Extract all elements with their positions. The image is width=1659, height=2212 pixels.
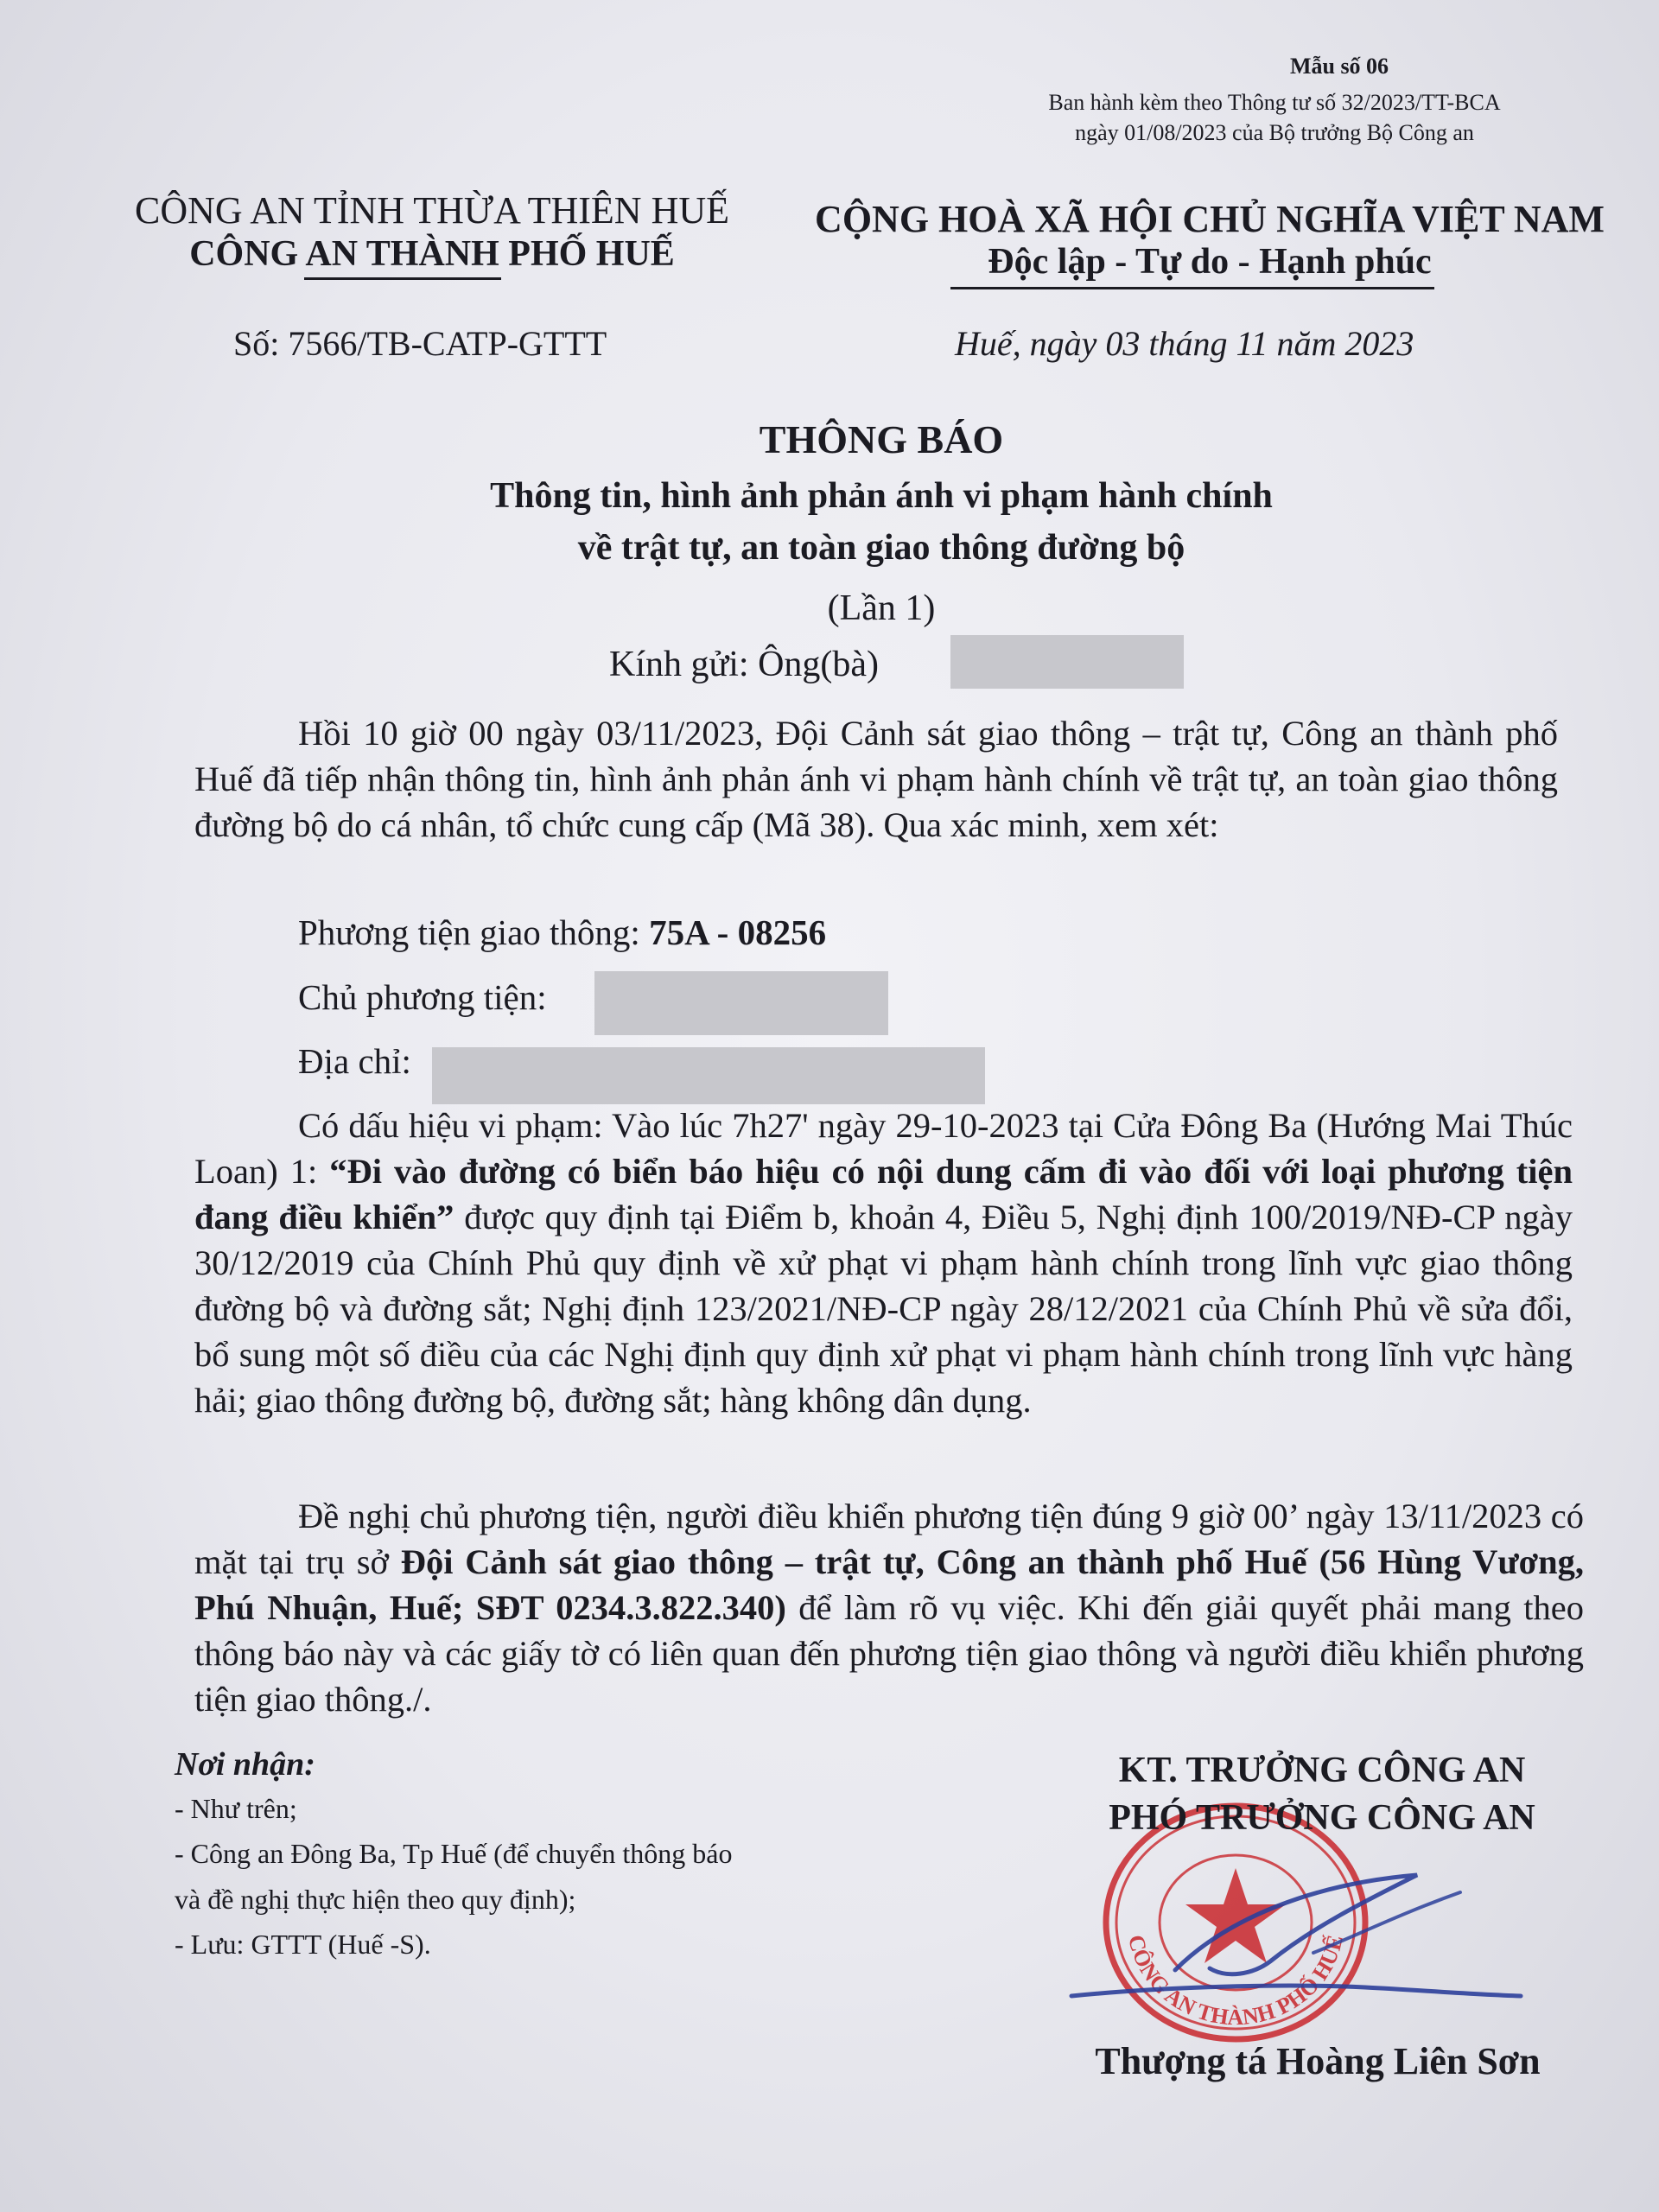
document-subtitle-1: Thông tin, hình ảnh phản ánh vi phạm hành chính [490,476,1273,516]
document-number: Số: 7566/TB-CATP-GTTT [233,324,607,363]
request-text-b: để làm rõ vụ việc. Khi đến giải quyết phải mang theo thông báo này và các giấy tờ có liên quan đến phương tiện giao thông và người điều khiển phương tiện giao thông./. [194,1588,1585,1719]
redacted-address [432,1047,985,1104]
agency-name: CÔNG AN THÀNH PHỐ HUẾ [189,234,675,274]
document-subtitle-2: về trật tự, an toàn giao thông đường bộ [577,528,1185,568]
address-label: Địa chỉ: [298,1041,411,1081]
document-title: THÔNG BÁO [759,417,1004,461]
paragraph-intro: Hồi 10 giờ 00 ngày 03/11/2023, Đội Cảnh sát giao thông – trật tự, Công an thành phố Huế đã tiếp nhận thông tin, hình ảnh phản ánh vi phạm hành chính về trật tự, an toàn giao thông đường bộ do cá nhân, tổ chức cung cấp (Mã 38). Qua xác minh, xem xét: [194,714,1558,844]
signature [1054,1866,1538,2022]
request-text-a: Đề nghị chủ phương tiện, người điều khiển phương tiện đúng 9 giờ 00’ ngày 13/11/2023 có mặt tại trụ sở [194,1497,1584,1581]
recipient-item: - Lưu: GTTT (Huế -S). [175,1929,431,1960]
addressee-label: Kính gửi: Ông(bà) [609,645,880,684]
violation-text-b: được quy định tại Điểm b, khoản 4, Điều 5, Nghị định 100/2019/NĐ-CP ngày 30/12/2019 của Chính Phủ quy định về xử phạt vi phạm hành chính trong lĩnh vực giao thông đường bộ và đường sắt; Nghị định 123/2021/NĐ-CP ngày 28/12/2021 của Chính Phủ về sửa đổi, bổ sung một số điều của các Nghị định quy định xử phạt vi phạm hành chính trong lĩnh vực hàng hải; giao thông đường bộ, đường sắt; hàng không dân dụng. [194,1198,1573,1420]
signer-name: Thượng tá Hoàng Liên Sơn [1095,2040,1541,2082]
recipients-title: Nơi nhận: [175,1746,315,1783]
redacted-addressee [950,635,1184,689]
recipient-item: - Công an Đông Ba, Tp Huế (để chuyển thông báo [175,1838,733,1869]
owner-label: Chủ phương tiện: [298,977,547,1017]
agency-parent: CÔNG AN TỈNH THỪA THIÊN HUẾ [134,189,729,232]
violation-text-a: Có dấu hiệu vi phạm: Vào lúc 7h27' ngày 29-10-2023 tại Cửa Đông Ba (Hướng Mai Thúc Loan) 1: [194,1106,1573,1191]
owner-line [298,976,547,1018]
vehicle-plate: 75A - 08256 [649,912,827,952]
signatory-title-1: KT. TRƯỞNG CÔNG AN [1118,1751,1526,1790]
request-location: Đội Cảnh sát giao thông – trật tự, Công an thành phố Huế (56 Hùng Vương, Phú Nhuận, Huế; SĐT 0234.3.822.340) [194,1542,1584,1627]
issued-by-line-1: Ban hành kèm theo Thông tư số 32/2023/TT-BCA [1048,90,1501,115]
violation-description: “Đi vào đường có biển báo hiệu có nội dung cấm đi vào đối với loại phương tiện đang điều khiển” [194,1152,1573,1236]
national-title: CỘNG HOÀ XÃ HỘI CHỦ NGHĨA VIỆT NAM [815,198,1605,240]
paragraph-violation [194,1103,1573,1423]
paragraph-request [194,1493,1584,1722]
address-line [298,1040,411,1082]
attempt-number: (Lần 1) [827,588,936,628]
recipient-item: và đề nghị thực hiện theo quy định); [175,1884,576,1915]
redacted-owner [594,971,888,1035]
recipient-item: - Như trên; [175,1793,297,1824]
vehicle-line [298,912,826,953]
agency-underline [304,277,501,280]
motto-underline [950,287,1434,289]
issued-by-line-2: ngày 01/08/2023 của Bộ trưởng Bộ Công an [1075,120,1474,145]
svg-text:CÔNG AN THÀNH PHỐ HUẾ: CÔNG AN THÀNH PHỐ HUẾ [1123,1932,1348,2031]
place-date: Huế, ngày 03 tháng 11 năm 2023 [955,324,1414,363]
national-motto: Độc lập - Tự do - Hạnh phúc [988,242,1432,282]
form-number: Mẫu số 06 [1289,54,1389,79]
signatory-title-2: PHÓ TRƯỞNG CÔNG AN [1109,1798,1535,1838]
vehicle-label: Phương tiện giao thông: [298,912,650,952]
